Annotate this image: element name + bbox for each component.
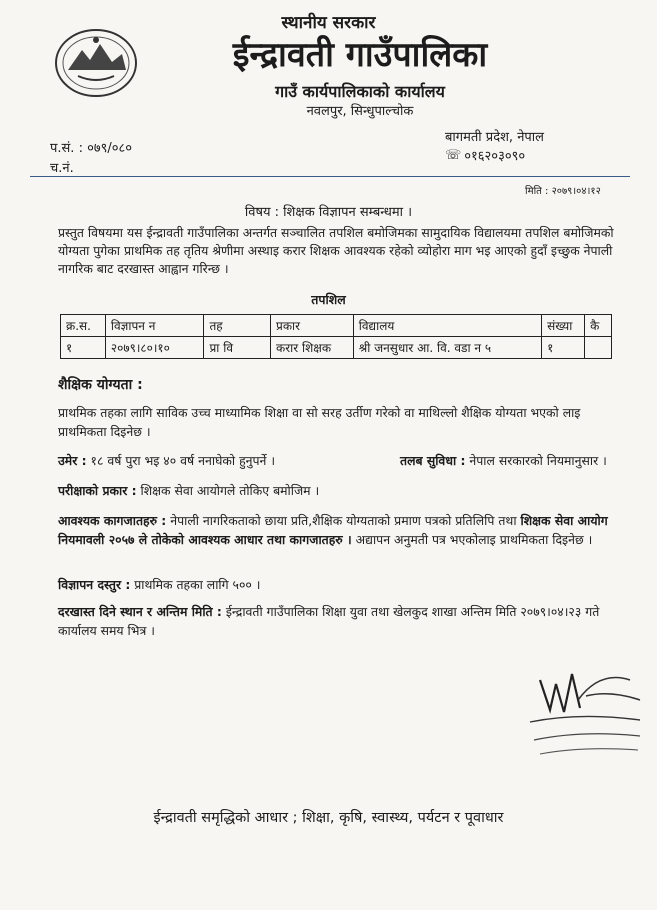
salary-text: नेपाल सरकारको नियमानुसार । bbox=[469, 453, 607, 468]
age-row bbox=[58, 452, 275, 469]
qualification-label: शैक्षिक योग्यता : bbox=[58, 377, 143, 393]
table-cell: १ bbox=[542, 337, 585, 359]
documents-text-1: नेपाली नागरिकताको छाया प्रति,शैक्षिक योग्यताको प्रमाण पत्रको प्रतिलिपि तथा bbox=[170, 513, 517, 528]
table-header-cell: क्र.स. bbox=[61, 315, 106, 337]
vacancy-table bbox=[60, 314, 612, 359]
letter-date: मिति : २०७९।०४।१२ bbox=[525, 186, 601, 197]
signature-icon bbox=[520, 650, 650, 770]
exam-row bbox=[58, 482, 319, 499]
application-place-row bbox=[58, 602, 638, 640]
salary-row bbox=[400, 452, 607, 469]
table-header-row bbox=[61, 315, 612, 337]
qualification-text: प्राथमिक तहका लागि साविक उच्च माध्यामिक शिक्षा वा सो सरह उर्तीण गरेको वा माथिल्लो शैक्षिक योग्यता भएको लाइ प्राथमिकता दिइनेछ । bbox=[58, 405, 581, 439]
phone-icon: ☏ bbox=[445, 147, 462, 163]
documents-text-2: अद्यापन अनुमती पत्र भएकोलाइ प्राथमिकता दिइनेछ । bbox=[355, 532, 593, 547]
documents-bold-text: शिक्षक सेवा आयोग नियमावली २०५७ ले तोकेको आवश्यक आधार तथा कागजातहरु । bbox=[58, 513, 608, 547]
municipality-emblem-icon bbox=[52, 26, 140, 100]
place-text: ईन्द्रावती गाउँपालिका शिक्षा युवा तथा खेलकुद शाखा अन्तिम मिति २०७९।०४।२३ गते कार्यालय समय भित्र । bbox=[58, 604, 600, 638]
fee-row bbox=[58, 576, 261, 593]
footer-slogan: ईन्द्रावती समृद्धिको आधार ; शिक्षा, कृषि, स्वास्थ्य, पर्यटन र पूवाधार bbox=[153, 810, 504, 826]
header-main-title: ईन्द्रावती गाउँपालिका bbox=[232, 35, 488, 75]
age-text: १८ वर्ष पुरा भइ ४० वर्ष ननाघेको हुनुपर्ने । bbox=[90, 453, 276, 468]
header-phone bbox=[445, 146, 525, 164]
header-sup-title: स्थानीय सरकार bbox=[281, 13, 376, 33]
dispatch-number: च.नं. bbox=[50, 161, 74, 176]
header-province: बागमती प्रदेश, नेपाल bbox=[445, 130, 544, 145]
fee-text: प्राथमिक तहका लागि ५०० । bbox=[134, 577, 261, 592]
phone-number: ०१६२०३०९० bbox=[464, 149, 526, 164]
table-header-cell: प्रकार bbox=[271, 315, 354, 337]
table-cell: १ bbox=[61, 337, 106, 359]
age-label: उमेर : bbox=[58, 453, 87, 468]
place-label: दरखास्त दिने स्थान र अन्तिम मिति : bbox=[58, 604, 222, 619]
table-header-cell: कै bbox=[585, 315, 612, 337]
letter-subject: विषय : शिक्षक विज्ञापन सम्बन्धमा । bbox=[244, 205, 413, 220]
documents-paragraph bbox=[58, 511, 633, 549]
table-header-cell: विद्यालय bbox=[353, 315, 541, 337]
table-row bbox=[61, 337, 612, 359]
documents-label: आवश्यक कागजातहरु : bbox=[58, 513, 167, 528]
ref-number: प.सं. : ०७९/०८० bbox=[50, 141, 133, 156]
table-cell: प्रा वि bbox=[204, 337, 271, 359]
table-cell: २०७९।८०।१० bbox=[105, 337, 204, 359]
table-cell: श्री जनसुधार आ. वि. वडा न ५ bbox=[353, 337, 541, 359]
exam-label: परीक्षाको प्रकार : bbox=[58, 483, 137, 498]
header-address: नवलपुर, सिन्धुपाल्चोक bbox=[306, 104, 414, 119]
exam-text: शिक्षक सेवा आयोगले तोकिए बमोजिम । bbox=[140, 483, 320, 498]
header-divider bbox=[30, 176, 630, 177]
table-header-cell: विज्ञापन न bbox=[105, 315, 204, 337]
table-cell bbox=[585, 337, 612, 359]
table-header-cell: संख्या bbox=[542, 315, 585, 337]
intro-paragraph: प्रस्तुत विषयमा यस ईन्द्रावती गाउँपालिका अन्तर्गत सञ्चालित तपशिल बमोजिमका सामुदायिक विद्यालयमा तपशिल बमोजिमको योग्यता पुगेका प्राथमिक तह तृतिय श्रेणीमा अस्थाइ करार शिक्षक आवश्यक रहेको व्योहोरा माग भइ आएको हुदाँ इच्छुक नेपाली नागरिक बाट दरखास्त आह्वान गरिन्छ । bbox=[58, 225, 614, 276]
table-cell: करार शिक्षक bbox=[271, 337, 354, 359]
table-header-cell: तह bbox=[204, 315, 271, 337]
details-heading: तपशिल bbox=[311, 292, 346, 307]
salary-label: तलब सुविधा : bbox=[400, 453, 466, 468]
fee-label: विज्ञापन दस्तुर : bbox=[58, 577, 131, 592]
header-sub-title: गाउँ कार्यपालिकाको कार्यालय bbox=[275, 82, 445, 101]
